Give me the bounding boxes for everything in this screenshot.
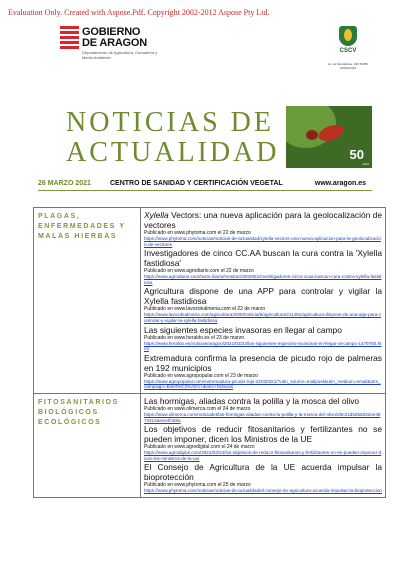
cover-photo — [286, 106, 372, 168]
news-item — [144, 424, 382, 461]
news-link[interactable]: https://www.agrodiario.com/texto-diario/mostrar/2803081/investigadores-cinco-ccaa-buscan-cura-contra-xylella-fastidiosa — [144, 274, 382, 285]
news-publication: Publicado en www.heraldo.es el 23 de marzo — [144, 334, 245, 341]
title-line2: ACTUALIDAD — [66, 137, 280, 168]
logo-department: Departamento de Agricultura, Ganadería y Medio Ambiente — [82, 50, 158, 60]
logo-line1: GOBIERNO — [82, 26, 141, 38]
news-title-text: Investigadores de cinco CC.AA buscan la cura contra la 'Xylella fastidiosa' — [144, 248, 382, 269]
cscv-logo-text: CSCV — [339, 48, 357, 54]
news-title-italic: Xylella — [144, 210, 169, 220]
news-title-text: Los objetivos de reducir fitosanitarios y fertilizantes no se pueden imponer, dicen los Ministros de la UE — [144, 424, 382, 445]
cscv-address: Av. de Montañana, 930 50059 ZARAGOZA — [328, 62, 368, 70]
center-name: CENTRO DE SANIDAD Y CERTIFICACIÓN VEGETAL — [110, 180, 283, 187]
news-link[interactable]: https://www.lavozdealmeria.com/agricultura/2000/noticia/8/agricultura/211481/agricultura-dispone-de-una-app-para-controlar-y-vigilar-la-xylella-fastidiosa — [144, 312, 382, 323]
news-item — [144, 396, 382, 423]
news-title-text: Las siguientes especies invasoras en llegar al campo — [144, 324, 342, 335]
anniversary-sub: años — [362, 162, 369, 166]
news-item — [144, 286, 382, 323]
anniversary-number: 50 — [349, 147, 364, 162]
aragon-flag-icon — [60, 26, 79, 54]
news-publication: Publicado en www.phytoma.com el 22 de marzo — [144, 230, 251, 236]
news-title-text: Vectors: una nueva aplicación para la geolocalización de vectores — [144, 210, 382, 230]
cscv-logo — [328, 26, 368, 86]
news-title-text: El Consejo de Agricultura de la UE acuerda impulsar la bioprotección — [144, 462, 382, 483]
news-title — [144, 353, 382, 373]
news-title — [144, 396, 382, 406]
website-link[interactable]: www.aragon.es — [314, 180, 366, 187]
news-link[interactable]: https://www.phytoma.com/noticias/noticias-de-actualidad/xylella-vectors-una-nueva-aplicacion-para-la-geolocalizacion-de-vectores — [144, 236, 381, 247]
cscv-emblem-icon — [339, 26, 357, 46]
news-title — [144, 325, 382, 335]
news-publication: Publicado en www.lavozdealmeria.com el 22 de marzo — [144, 306, 266, 313]
news-title-text: Las hormigas, aliadas contra la polilla y la mosca del olivo — [144, 395, 360, 406]
news-link[interactable]: https://www.heraldo.es/noticias/aragon/2021/03/23/las-siguientes-especies-invasoras-en-llegar-al-campo-1479755.html — [144, 340, 382, 352]
news-publication: Publicado en www.phytoma.com el 25 de marzo — [144, 482, 251, 489]
section-row — [34, 393, 386, 497]
evaluation-watermark: Evaluation Only. Created with Aspose.Pdf. Copyright 2002-2012 Aspose Pty Ltd. — [8, 8, 270, 17]
news-title — [144, 210, 382, 230]
news-publication: Publicado en www.agropopular.com el 23 de marzo — [144, 372, 258, 379]
news-link[interactable]: https://www.olimerca.com/noticiadet/las-hormigas-aliadas-contra-la-polilla-y-la-mosca-del-olivo/29c21d5d68d32ee3973412aece4fc59a — [144, 411, 381, 423]
news-publication: Publicado en www.agrodiario.com el 22 de marzo — [144, 268, 254, 275]
news-link[interactable]: https://www.agropopular.com/extremadura-picudo-rojo-22032021/?utm_source=mailpoet&utm_medium=email&utm_campaign=Bolet%C3%ADn+diario+Noticias — [144, 378, 381, 390]
news-item — [144, 353, 382, 390]
date-bar — [38, 178, 372, 191]
news-item — [144, 325, 382, 352]
logo-line2: DE ARAGON — [82, 37, 148, 49]
title-line1: NOTICIAS DE — [66, 107, 274, 138]
section-items — [141, 208, 386, 394]
page-title — [66, 108, 280, 168]
news-title — [144, 462, 382, 482]
news-publication: Publicado en www.olimerca.com el 24 de marzo — [144, 405, 251, 412]
news-publication: Publicado en www.agrodigital.com el 24 de marzo — [144, 444, 255, 451]
news-link[interactable]: https://www.phytoma.com/noticias/noticias-de-actualidad/el-consejo-de-agricultura-acuerda-impulsar-la-bioproteccion — [144, 488, 382, 494]
section-row — [34, 208, 386, 394]
news-item — [144, 248, 382, 285]
news-item — [144, 210, 382, 247]
news-title-text: Agricultura dispone de una APP para controlar y vigilar la Xylella fastidiosa — [144, 286, 382, 307]
section-items — [141, 393, 386, 497]
news-title-text: Extremadura confirma la presencia de picudo rojo de palmeras en 192 municipios — [144, 352, 382, 373]
news-table — [33, 207, 386, 498]
news-item — [144, 462, 382, 494]
news-title — [144, 286, 382, 306]
news-title — [144, 424, 382, 444]
news-link[interactable]: https://www.agrodigital.com/2021/03/24/los-objetivos-de-reducir-fitosanitarios-y-fertilizantes-no-se-pueden-imponer-dicen-los-ministros-de-la-ue/ — [144, 450, 382, 461]
section-category: FITOSANITARIOS BIOLÓGICOS ECOLÓGICOS — [34, 393, 141, 497]
issue-date: 26 MARZO 2021 — [38, 180, 91, 187]
news-title — [144, 248, 382, 268]
section-category: PLAGAS, ENFERMEDADES Y MALAS HIERBAS — [34, 208, 141, 394]
gobierno-aragon-logo — [60, 26, 160, 60]
